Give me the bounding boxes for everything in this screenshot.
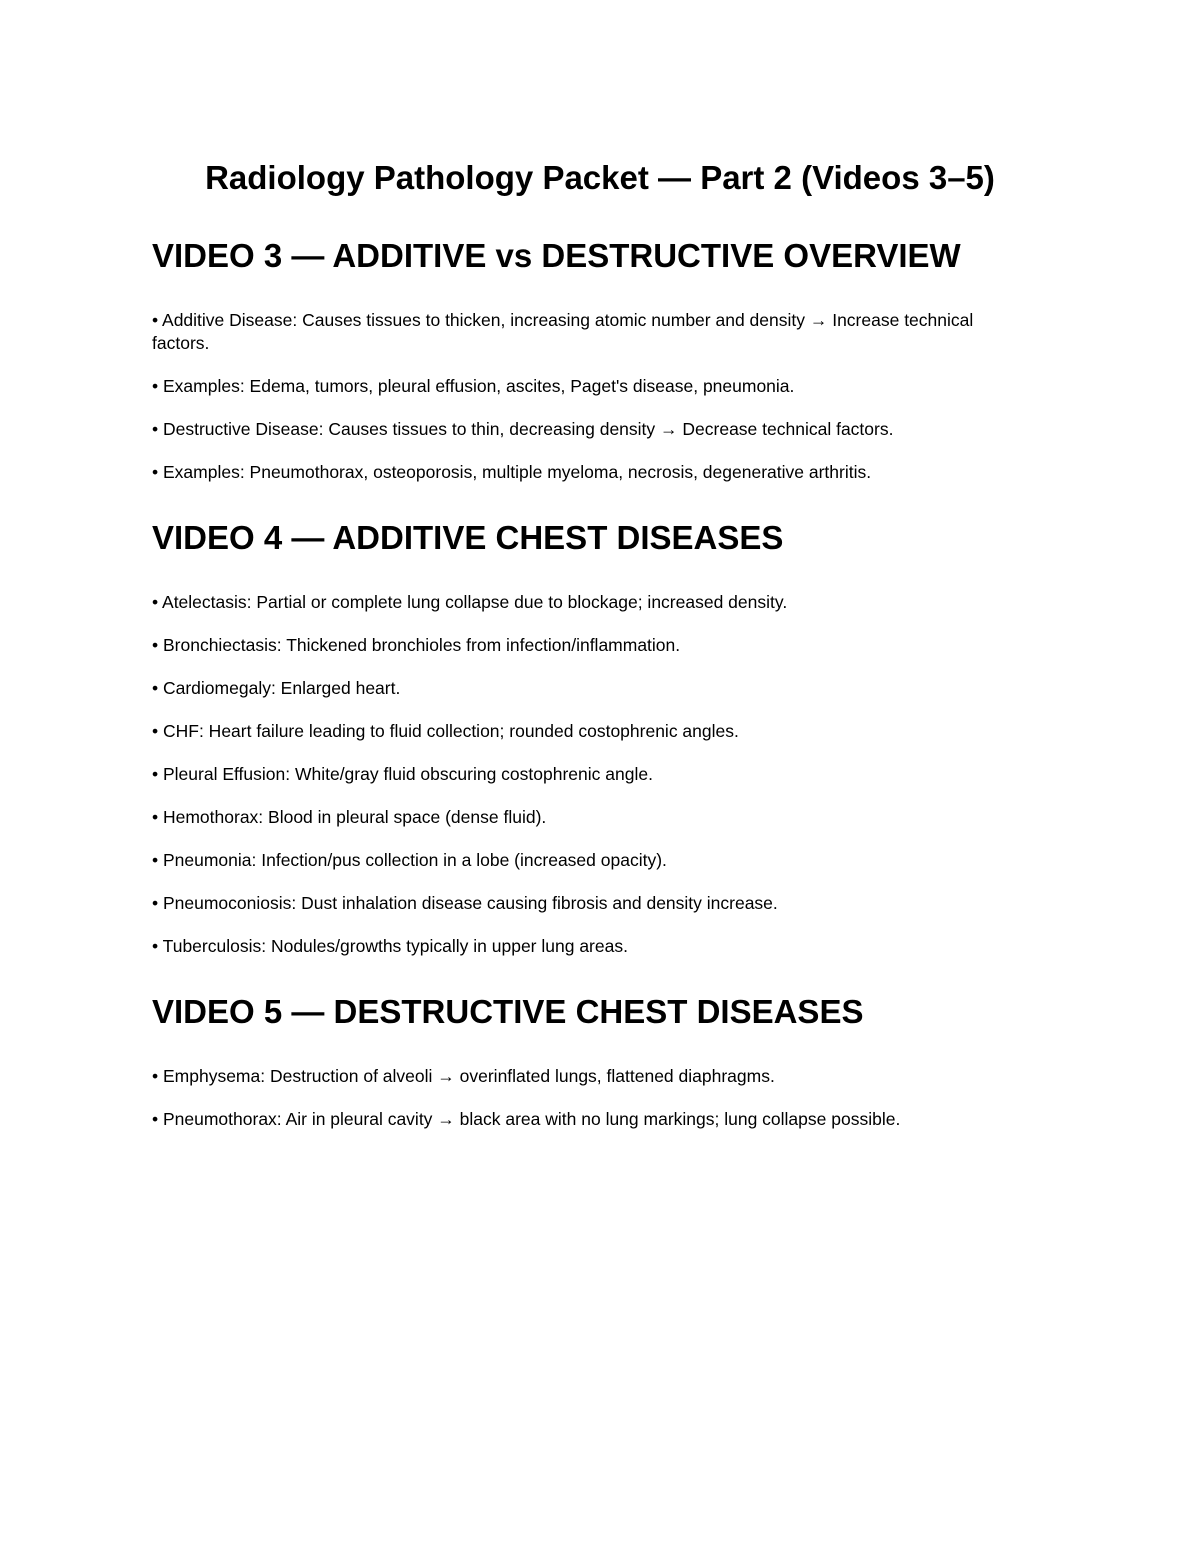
list-item: • Pneumothorax: Air in pleural cavity → black area with no lung markings; lung collapse possible.: [152, 1109, 901, 1129]
list-item: • Pneumonia: Infection/pus collection in a lobe (increased opacity).: [152, 850, 667, 870]
list-item: • Examples: Pneumothorax, osteoporosis, multiple myeloma, necrosis, degenerative arthritis.: [152, 462, 872, 482]
list-item: • Pleural Effusion: White/gray fluid obscuring costophrenic angle.: [152, 764, 653, 784]
document-title: Radiology Pathology Packet — Part 2 (Videos 3–5): [205, 159, 995, 196]
list-item: • Destructive Disease: Causes tissues to thin, decreasing density → Decrease technical factors.: [152, 419, 894, 439]
list-item: • Additive Disease: Causes tissues to thicken, increasing atomic number and density → Increase technical factors.: [152, 310, 974, 353]
section-heading-video-5: VIDEO 5 — DESTRUCTIVE CHEST DISEASES: [152, 993, 864, 1030]
list-item: • Atelectasis: Partial or complete lung collapse due to blockage; increased density.: [152, 592, 788, 612]
list-item: • Tuberculosis: Nodules/growths typically in upper lung areas.: [152, 936, 628, 956]
list-item: • Cardiomegaly: Enlarged heart.: [152, 678, 401, 698]
list-item: • Emphysema: Destruction of alveoli → overinflated lungs, flattened diaphragms.: [152, 1066, 775, 1086]
list-item: • Examples: Edema, tumors, pleural effusion, ascites, Paget's disease, pneumonia.: [152, 376, 795, 396]
list-item: • Pneumoconiosis: Dust inhalation disease causing fibrosis and density increase.: [152, 893, 778, 913]
list-item: • CHF: Heart failure leading to fluid collection; rounded costophrenic angles.: [152, 721, 739, 741]
section-heading-video-3: VIDEO 3 — ADDITIVE vs DESTRUCTIVE OVERVIEW: [152, 237, 961, 274]
list-item: • Bronchiectasis: Thickened bronchioles from infection/inflammation.: [152, 635, 681, 655]
section-heading-video-4: VIDEO 4 — ADDITIVE CHEST DISEASES: [152, 519, 784, 556]
list-item: • Hemothorax: Blood in pleural space (dense fluid).: [152, 807, 547, 827]
